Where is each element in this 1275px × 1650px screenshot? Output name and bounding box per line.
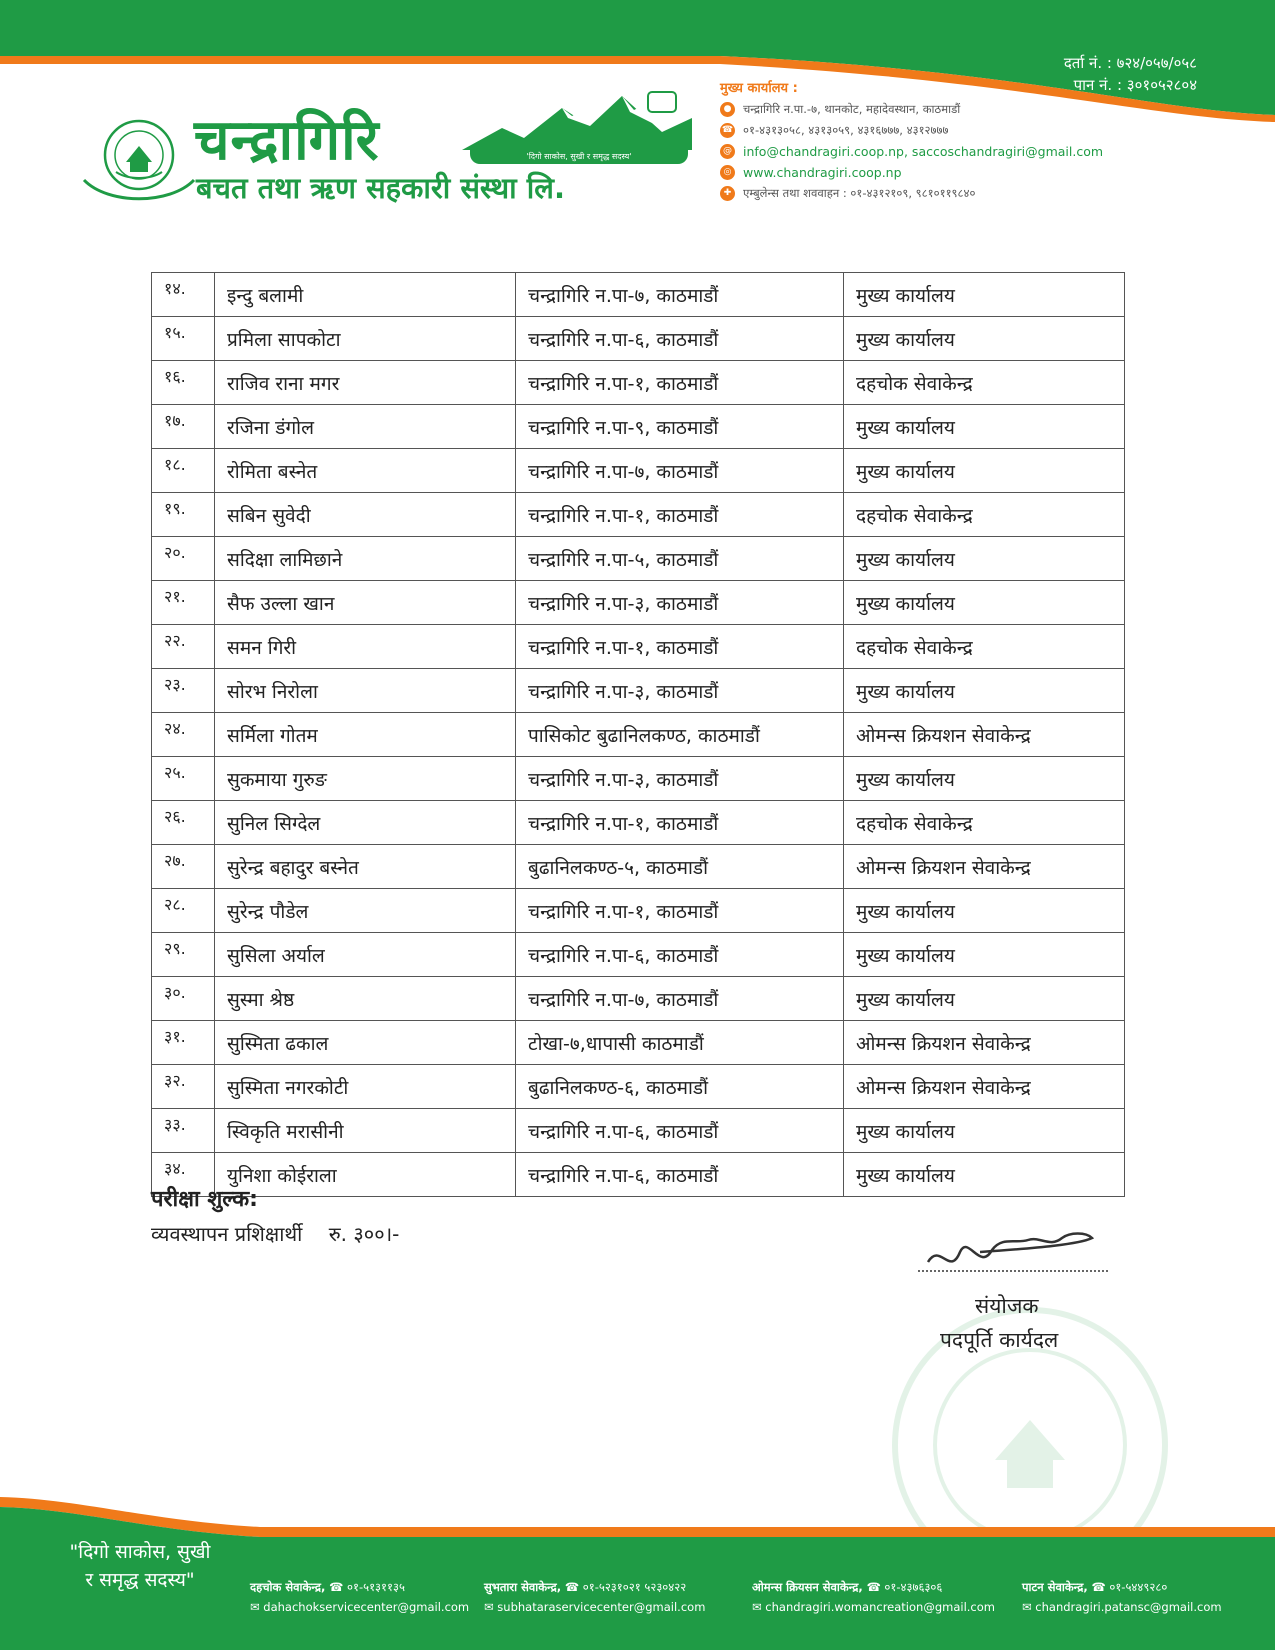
table-row [152, 845, 1125, 889]
branch-email[interactable]: ✉ subhataraservicecenter@gmail.com [484, 1597, 705, 1617]
candidate-name-cell: इन्दु बलामी [215, 273, 516, 317]
office-cell: दहचोक सेवाकेन्द्र [844, 801, 1125, 845]
table-row [152, 1153, 1125, 1197]
address-cell: चन्द्रागिरि न.पा-६, काठमाडौं [516, 317, 844, 361]
table-row [152, 1021, 1125, 1065]
address-cell: चन्द्रागिरि न.पा-६, काठमाडौं [516, 933, 844, 977]
office-cell: मुख्य कार्यालय [844, 757, 1125, 801]
address-cell: बुढानिलकण्ठ-६, काठमाडौं [516, 1065, 844, 1109]
signature-mark [920, 1222, 1100, 1282]
location-pin-icon: ● [720, 102, 735, 117]
brand-name: चन्द्रागिरि [194, 108, 380, 173]
address-cell: चन्द्रागिरि न.पा-६, काठमाडौं [516, 1109, 844, 1153]
serial-number-cell: २७. [152, 845, 215, 889]
footer-slogan-line1: "दिगो साकोस, सुखी [69, 1541, 211, 1563]
table-row [152, 713, 1125, 757]
address-cell: चन्द्रागिरि न.पा-१, काठमाडौं [516, 801, 844, 845]
table-row [152, 361, 1125, 405]
address-cell: टोखा-७,धापासी काठमाडौं [516, 1021, 844, 1065]
fee-amount: रु. ३००।- [328, 1222, 400, 1246]
office-cell: ओमन्स क्रियशन सेवाकेन्द्र [844, 1021, 1125, 1065]
office-cell: ओमन्स क्रियशन सेवाकेन्द्र [844, 1065, 1125, 1109]
email-text[interactable]: info@chandragiri.coop.np, saccoschandragiri@gmail.com [743, 144, 1104, 159]
serial-number-cell: १५. [152, 317, 215, 361]
serial-number-cell: २८. [152, 889, 215, 933]
signatory-team: पदपूर्ति कार्यदल [940, 1328, 1059, 1352]
branch-email[interactable]: ✉ dahachokservicecenter@gmail.com [250, 1597, 469, 1617]
website-link[interactable]: www.chandragiri.coop.np [743, 165, 902, 180]
serial-number-cell: २६. [152, 801, 215, 845]
office-cell: मुख्य कार्यालय [844, 1153, 1125, 1197]
brand-subtitle: बचत तथा ऋण सहकारी संस्था लि. [196, 171, 565, 205]
office-cell: ओमन्स क्रियशन सेवाकेन्द्र [844, 845, 1125, 889]
website-row [720, 162, 1103, 183]
table-row [152, 449, 1125, 493]
address-cell: चन्द्रागिरि न.पा-१, काठमाडौं [516, 493, 844, 537]
table-row [152, 493, 1125, 537]
phone-row [720, 120, 1103, 141]
address-cell: चन्द्रागिरि न.पा-७, काठमाडौं [516, 977, 844, 1021]
office-cell: ओमन्स क्रियशन सेवाकेन्द्र [844, 713, 1125, 757]
branch-phone: ☎ ०१-५२३१०२१ ५२३०४२२ [564, 1580, 687, 1594]
candidate-name-cell: सैफ उल्ला खान [215, 581, 516, 625]
office-cell: मुख्य कार्यालय [844, 1109, 1125, 1153]
branch-phone: ☎ ०१-५४४९२८० [1091, 1580, 1168, 1594]
candidate-name-cell: सदिक्षा लामिछाने [215, 537, 516, 581]
address-cell: चन्द्रागिरि न.पा-१, काठमाडौं [516, 361, 844, 405]
serial-number-cell: २९. [152, 933, 215, 977]
office-cell: दहचोक सेवाकेन्द्र [844, 361, 1125, 405]
serial-number-cell: ३२. [152, 1065, 215, 1109]
address-text: चन्द्रागिरि न.पा.-७, थानकोट, महादेवस्थान, काठमाडौं [743, 102, 961, 116]
footer-slogan-line2: र समृद्ध सदस्य" [85, 1569, 195, 1591]
contact-block [720, 78, 1103, 204]
office-cell: मुख्य कार्यालय [844, 273, 1125, 317]
signature-line [918, 1270, 1108, 1272]
candidate-table-body [152, 273, 1125, 1197]
address-cell: चन्द्रागिरि न.पा-६, काठमाडौं [516, 1153, 844, 1197]
office-cell: मुख्य कार्यालय [844, 889, 1125, 933]
ambulance-icon: ✚ [720, 186, 735, 201]
address-cell: बुढानिलकण्ठ-५, काठमाडौं [516, 845, 844, 889]
branch-subhatara [484, 1577, 705, 1617]
candidate-name-cell: प्रमिला सापकोटा [215, 317, 516, 361]
candidate-name-cell: सुसिला अर्याल [215, 933, 516, 977]
address-cell: चन्द्रागिरि न.पा-१, काठमाडौं [516, 889, 844, 933]
office-cell: मुख्य कार्यालय [844, 449, 1125, 493]
branch-email[interactable]: ✉ chandragiri.womancreation@gmail.com [752, 1597, 995, 1617]
serial-number-cell: २३. [152, 669, 215, 713]
office-cell: मुख्य कार्यालय [844, 669, 1125, 713]
ambulance-row [720, 183, 1103, 204]
footer-slogan [55, 1538, 225, 1594]
candidate-name-cell: सुनिल सिग्देल [215, 801, 516, 845]
office-cell: मुख्य कार्यालय [844, 977, 1125, 1021]
phone-icon: ☎ [720, 123, 735, 138]
candidate-name-cell: सुरेन्द्र बहादुर बस्नेत [215, 845, 516, 889]
phone-text: ०१-४३१३०५८, ४३१३०५९, ४३१६७७७, ४३१२७७७ [743, 123, 949, 137]
candidate-name-cell: सबिन सुवेदी [215, 493, 516, 537]
branch-name: दहचोक सेवाकेन्द्र, [250, 1580, 326, 1594]
serial-number-cell: १४. [152, 273, 215, 317]
office-cell: दहचोक सेवाकेन्द्र [844, 625, 1125, 669]
address-row [720, 99, 1103, 120]
serial-number-cell: २०. [152, 537, 215, 581]
office-cell: मुख्य कार्यालय [844, 537, 1125, 581]
slogan-small: 'दिगो साकोस, सुखी र समृद्ध सदस्य' [470, 150, 688, 164]
address-cell: चन्द्रागिरि न.पा-३, काठमाडौं [516, 757, 844, 801]
branch-email[interactable]: ✉ chandragiri.patansc@gmail.com [1022, 1597, 1222, 1617]
table-row [152, 801, 1125, 845]
serial-number-cell: १७. [152, 405, 215, 449]
table-row [152, 889, 1125, 933]
office-cell: मुख्य कार्यालय [844, 405, 1125, 449]
table-row [152, 1109, 1125, 1153]
table-row [152, 625, 1125, 669]
table-row [152, 757, 1125, 801]
table-row [152, 317, 1125, 361]
address-cell: चन्द्रागिरि न.पा-३, काठमाडौं [516, 669, 844, 713]
candidate-table [151, 272, 1125, 1197]
serial-number-cell: ३४. [152, 1153, 215, 1197]
address-cell: चन्द्रागिरि न.पा-९, काठमाडौं [516, 405, 844, 449]
email-icon: @ [720, 144, 735, 159]
candidate-name-cell: सुरेन्द्र पौडेल [215, 889, 516, 933]
branch-patan [1022, 1577, 1222, 1617]
candidate-name-cell: सर्मिला गोतम [215, 713, 516, 757]
address-cell: चन्द्रागिरि न.पा-१, काठमाडौं [516, 625, 844, 669]
table-row [152, 933, 1125, 977]
email-row [720, 141, 1103, 162]
pan-number: पान नं. : ३०१०५२८०४ [1073, 76, 1197, 94]
signatory-role: संयोजक [975, 1294, 1039, 1318]
candidate-name-cell: सोरभ निरोला [215, 669, 516, 713]
office-cell: मुख्य कार्यालय [844, 317, 1125, 361]
address-cell: चन्द्रागिरि न.पा-७, काठमाडौं [516, 273, 844, 317]
fee-title: परीक्षा शुल्क: [151, 1187, 258, 1212]
table-row [152, 1065, 1125, 1109]
table-row [152, 405, 1125, 449]
address-cell: पासिकोट बुढानिलकण्ठ, काठमाडौं [516, 713, 844, 757]
branch-name: ओमन्स क्रियसन सेवाकेन्द्र, [752, 1580, 863, 1594]
table-row [152, 273, 1125, 317]
registration-number: दर्ता नं. : ७२४/०५७/०५८ [1063, 54, 1197, 72]
branch-name: पाटन सेवाकेन्द्र, [1022, 1580, 1088, 1594]
table-row [152, 977, 1125, 1021]
serial-number-cell: १६. [152, 361, 215, 405]
address-cell: चन्द्रागिरि न.पा-७, काठमाडौं [516, 449, 844, 493]
office-cell: मुख्य कार्यालय [844, 581, 1125, 625]
serial-number-cell: १८. [152, 449, 215, 493]
serial-number-cell: २४. [152, 713, 215, 757]
cooperative-seal-logo [78, 110, 200, 210]
candidate-name-cell: सुस्मिता नगरकोटी [215, 1065, 516, 1109]
fee-category: व्यवस्थापन प्रशिक्षार्थी [151, 1222, 303, 1246]
serial-number-cell: २१. [152, 581, 215, 625]
address-cell: चन्द्रागिरि न.पा-३, काठमाडौं [516, 581, 844, 625]
serial-number-cell: २५. [152, 757, 215, 801]
office-cell: दहचोक सेवाकेन्द्र [844, 493, 1125, 537]
candidate-name-cell: रजिना डंगोल [215, 405, 516, 449]
table-row [152, 581, 1125, 625]
candidate-name-cell: सुस्मिता ढकाल [215, 1021, 516, 1065]
serial-number-cell: ३०. [152, 977, 215, 1021]
address-cell: चन्द्रागिरि न.पा-५, काठमाडौं [516, 537, 844, 581]
branch-phone: ☎ ०१-४३७६३०६ [866, 1580, 943, 1594]
serial-number-cell: ३१. [152, 1021, 215, 1065]
serial-number-cell: ३३. [152, 1109, 215, 1153]
globe-icon: ◎ [720, 165, 735, 180]
table-row [152, 669, 1125, 713]
serial-number-cell: २२. [152, 625, 215, 669]
branch-phone: ☎ ०१-५१३११३५ [329, 1580, 405, 1594]
ambulance-text: एम्बुलेन्स तथा शववाहन : ०१-४३१२१०९, ९८१०११९८४० [743, 186, 976, 200]
candidate-name-cell: सुकमाया गुरुङ [215, 757, 516, 801]
candidate-name-cell: सुस्मा श्रेष्ठ [215, 977, 516, 1021]
table-row [152, 537, 1125, 581]
candidate-name-cell: समन गिरी [215, 625, 516, 669]
candidate-name-cell: स्विकृति मरासीनी [215, 1109, 516, 1153]
candidate-name-cell: युनिशा कोईराला [215, 1153, 516, 1197]
branch-woman-creation [752, 1577, 995, 1617]
office-cell: मुख्य कार्यालय [844, 933, 1125, 977]
branch-name: सुभतारा सेवाकेन्द्र, [484, 1580, 562, 1594]
contact-title: मुख्य कार्यालय : [720, 81, 798, 96]
branch-dahachok [250, 1577, 469, 1617]
candidate-name-cell: राजिव राना मगर [215, 361, 516, 405]
candidate-name-cell: रोमिता बस्नेत [215, 449, 516, 493]
fee-line [151, 1220, 419, 1247]
serial-number-cell: १९. [152, 493, 215, 537]
